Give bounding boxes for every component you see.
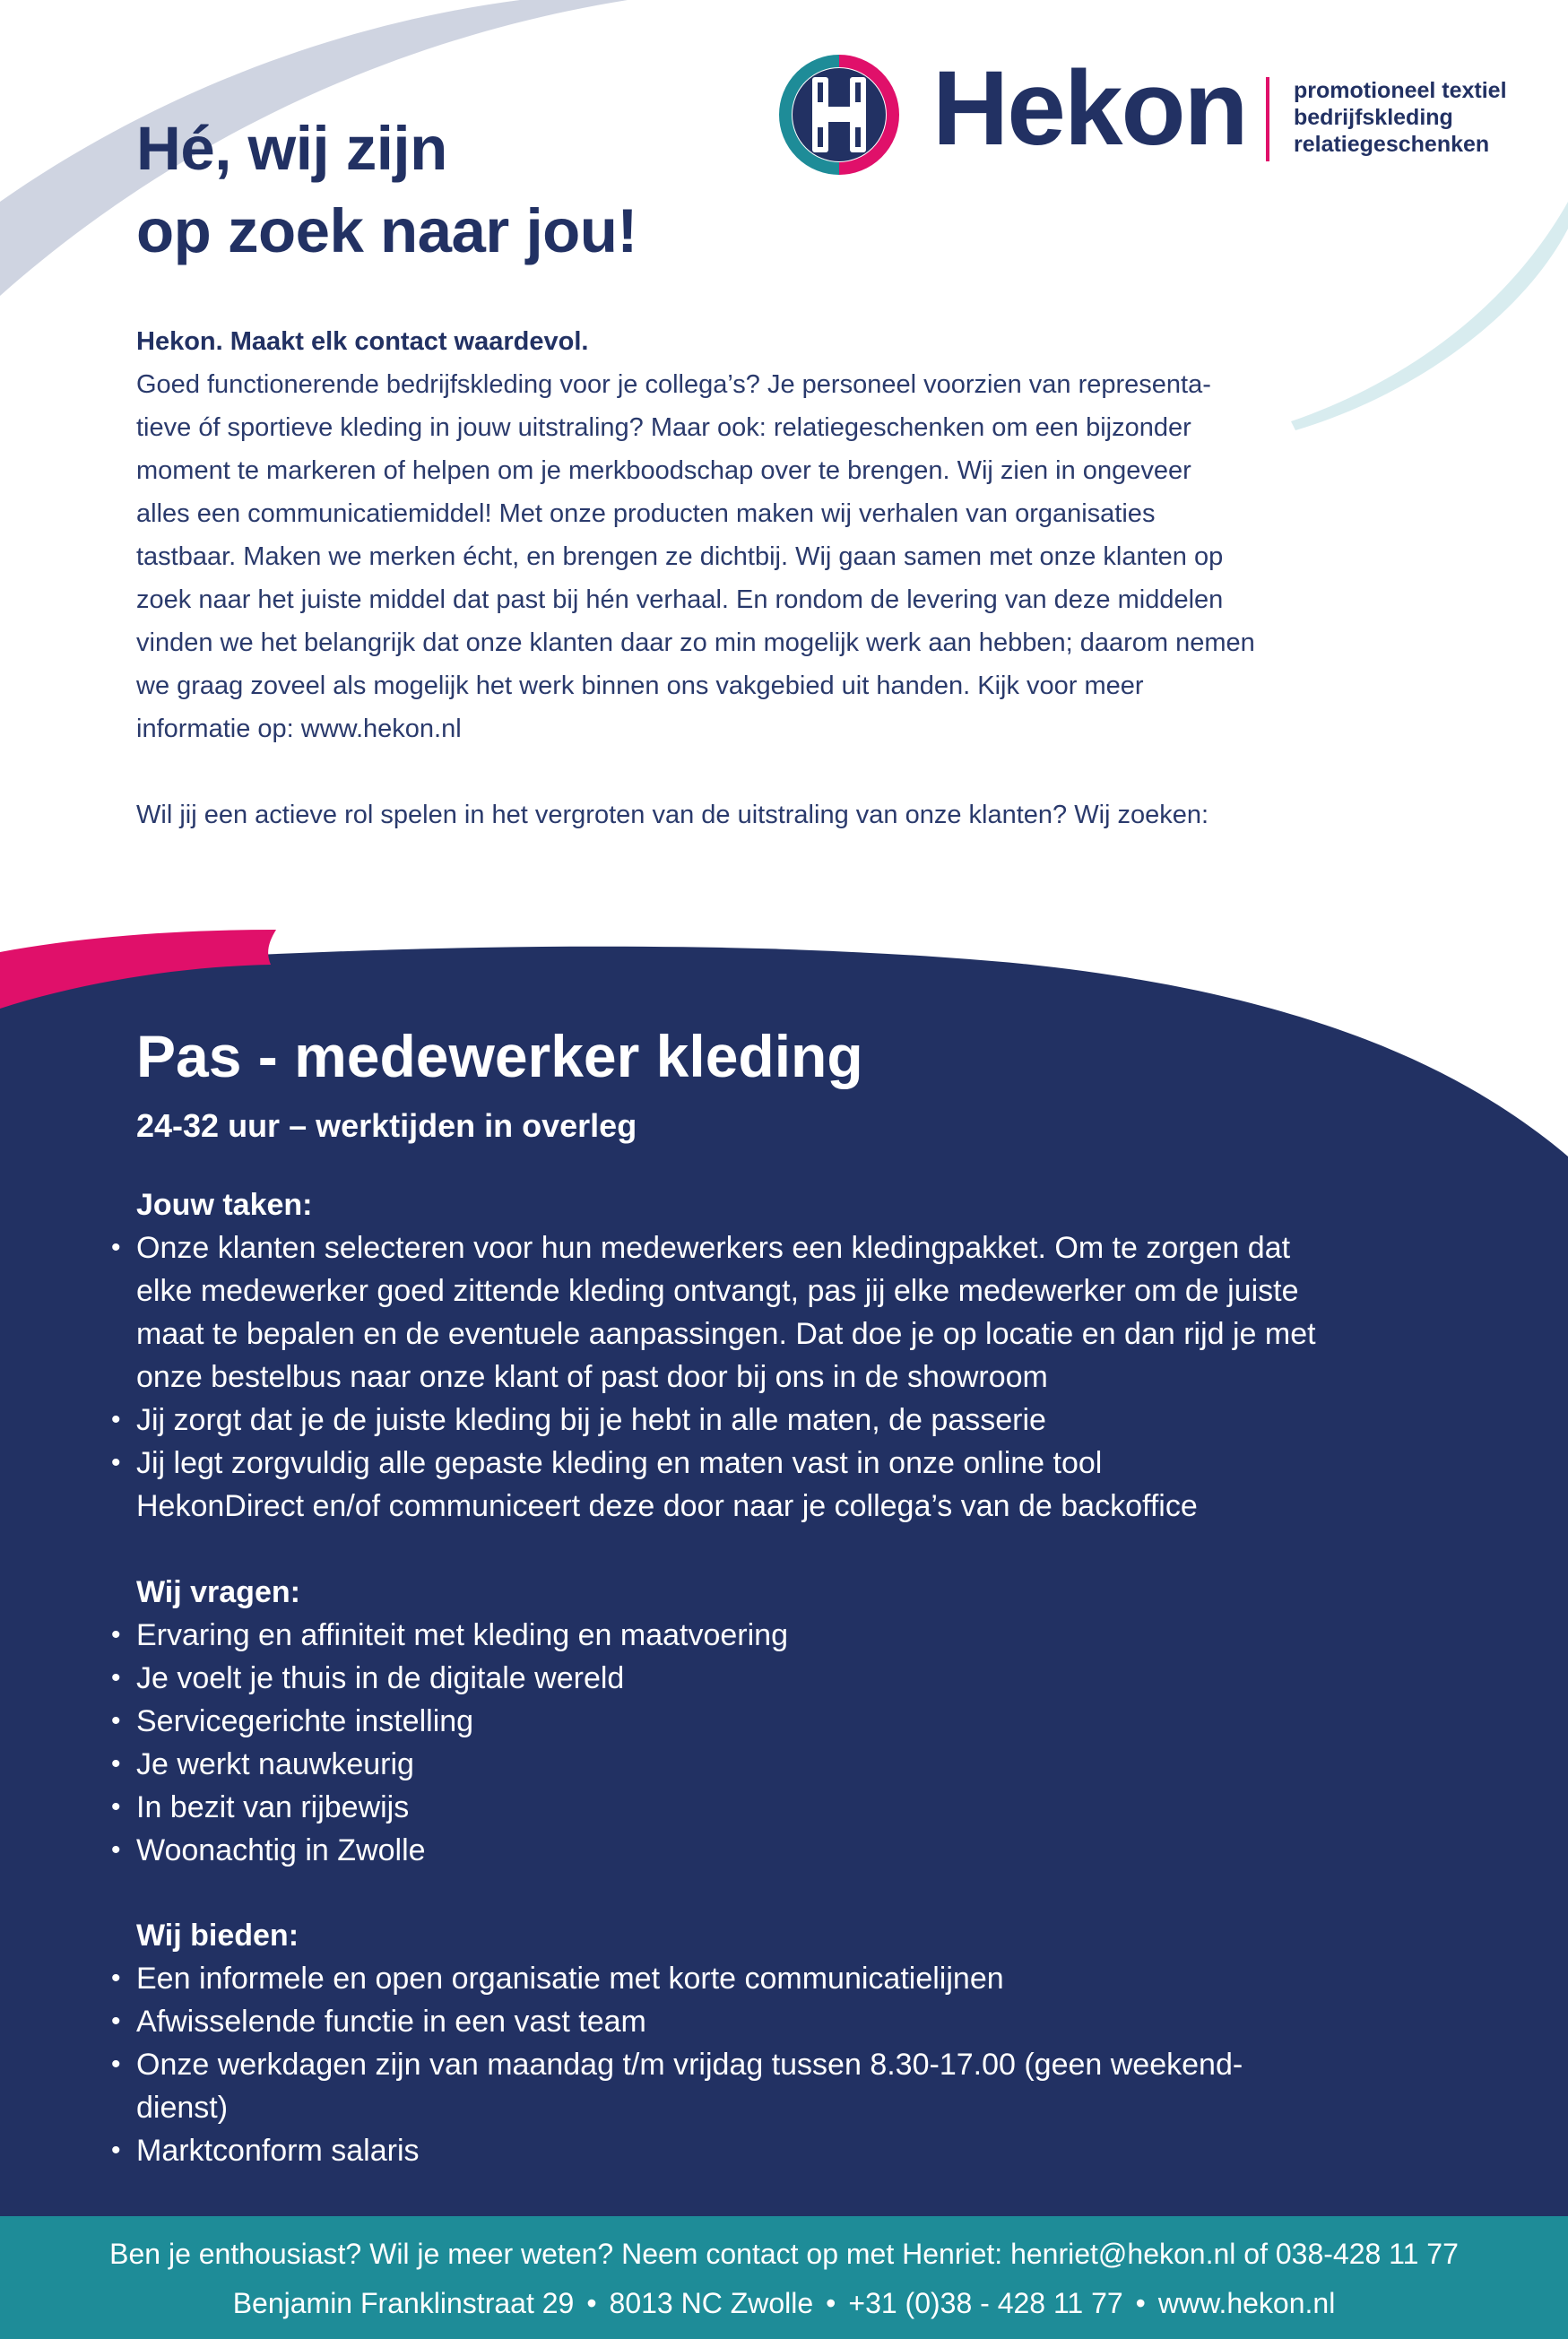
- list-item-line: Woonachtig in Zwolle: [136, 1833, 426, 1867]
- list-item-line: Onze klanten selecteren voor hun medewerkers een kledingpakket. Om te zorgen dat: [136, 1231, 1291, 1265]
- list-item-line: Je voelt je thuis in de digitale wereld: [136, 1661, 625, 1695]
- intro-call-to-action: Wil jij een actieve rol spelen in het vergroten van de uitstraling van onze klanten? Wij zoeken:: [136, 801, 1209, 829]
- bullet-icon: •: [111, 1963, 121, 1993]
- list-item-line: Marktconform salaris: [136, 2134, 420, 2168]
- list-item-line: elke medewerker goed zittende kleding ontvangt, pas jij elke medewerker om de juiste: [136, 1274, 1299, 1308]
- list-item: [111, 1957, 1481, 2000]
- list-item: [111, 2043, 1481, 2129]
- intro-line: zoek naar het juiste middel dat past bij hén verhaal. En rondom de levering van deze middelen: [136, 585, 1224, 614]
- contact-line[interactable]: Ben je enthousiast? Wil je meer weten? Neem contact op met Henriet: henriet@hekon.nl of 038-428 11 77: [109, 2238, 1459, 2270]
- list-item-line: In bezit van rijbewijs: [136, 1790, 410, 1824]
- tasks-heading: Jouw taken:: [136, 1188, 313, 1222]
- intro-line: alles een communicatiemiddel! Met onze producten maken wij verhalen van organisaties: [136, 499, 1156, 528]
- headline-line: op zoek naar jou!: [136, 196, 637, 265]
- list-item: [111, 1743, 1481, 1786]
- tasks-list: [111, 1226, 1481, 1528]
- bullet-icon: •: [111, 1620, 121, 1650]
- list-item-line: Onze werkdagen zijn van maandag t/m vrijdag tussen 8.30-17.00 (geen weekend-: [136, 2048, 1243, 2082]
- intro-line: tastbaar. Maken we merken écht, en brengen ze dichtbij. Wij gaan samen met onze klanten op: [136, 542, 1224, 571]
- website-link[interactable]: www.hekon.nl: [1157, 2287, 1336, 2319]
- intro-line-with-website-link[interactable]: informatie op: www.hekon.nl: [136, 715, 462, 743]
- offer-list: [111, 1957, 1481, 2172]
- list-item-line: Afwisselende functie in een vast team: [136, 2005, 646, 2039]
- list-item-line: maat te bepalen en de eventuele aanpassingen. Dat doe je op locatie en dan rijd je met: [136, 1317, 1316, 1351]
- requirements-section: [111, 1571, 1481, 1872]
- list-item: [111, 1786, 1481, 1829]
- list-item: [111, 1442, 1481, 1528]
- bullet-icon: •: [111, 1749, 121, 1779]
- intro-line: tieve óf sportieve kleding in jouw uitstraling? Maar ook: relatiegeschenken om een bijzonder: [136, 413, 1191, 442]
- intro-line: Goed functionerende bedrijfskleding voor je collega’s? Je personeel voorzien van representa-: [136, 370, 1211, 399]
- bullet-icon: •: [111, 1792, 121, 1822]
- separator-dot-icon: •: [1135, 2287, 1146, 2319]
- list-item-line: Ervaring en affiniteit met kleding en maatvoering: [136, 1618, 788, 1652]
- intro-line: vinden we het belangrijk dat onze klanten daar zo min mogelijk werk aan hebben; daarom nemen: [136, 628, 1255, 657]
- offer-section: [111, 1914, 1481, 2172]
- list-item-line: onze bestelbus naar onze klant of past door bij ons in de showroom: [136, 1360, 1048, 1394]
- list-item-line: HekonDirect en/of communiceert deze door naar je collega’s van de backoffice: [136, 1489, 1198, 1523]
- list-item-line: Jij legt zorgvuldig alle gepaste kleding en maten vast in onze online tool: [136, 1446, 1103, 1480]
- logo-divider: [1266, 77, 1269, 161]
- bullet-icon: •: [111, 2135, 121, 2165]
- job-hours: 24-32 uur – werktijden in overleg: [136, 1107, 637, 1144]
- list-item: [111, 2129, 1481, 2172]
- phone-number[interactable]: +31 (0)38 - 428 11 77: [848, 2287, 1123, 2319]
- intro-line: we graag zoveel als mogelijk het werk binnen ons vakgebied uit handen. Kijk voor meer: [136, 671, 1144, 700]
- list-item-line: Je werkt nauwkeurig: [136, 1747, 414, 1781]
- tagline-line: bedrijfskleding: [1294, 105, 1453, 130]
- list-item-line: Servicegerichte instelling: [136, 1704, 474, 1738]
- list-item-line: Een informele en open organisatie met korte communicatielijnen: [136, 1962, 1004, 1996]
- bullet-icon: •: [111, 1405, 121, 1434]
- intro-title: Hekon. Maakt elk contact waardevol.: [136, 327, 589, 356]
- bullet-icon: •: [111, 2006, 121, 2036]
- intro-section: [136, 320, 1454, 836]
- bullet-icon: •: [111, 1663, 121, 1693]
- list-item: [111, 1614, 1481, 1657]
- list-item: [111, 1226, 1481, 1399]
- bullet-icon: •: [111, 1448, 121, 1477]
- list-item-line: dienst): [136, 2091, 229, 2125]
- list-item: [111, 1700, 1481, 1743]
- tagline-line: promotioneel textiel: [1294, 78, 1507, 103]
- list-item: [111, 1399, 1481, 1442]
- offer-heading: Wij bieden:: [136, 1919, 299, 1953]
- tasks-section: [111, 1183, 1481, 1528]
- list-item: [111, 1829, 1481, 1872]
- tagline-line: relatiegeschenken: [1294, 132, 1490, 157]
- bullet-icon: •: [111, 1706, 121, 1736]
- hekon-logo[interactable]: [778, 49, 1549, 179]
- separator-dot-icon: •: [586, 2287, 597, 2319]
- logo-wordmark: Hekon: [932, 49, 1247, 168]
- logo-tagline: [1294, 77, 1507, 158]
- hekon-h-emblem-icon: [778, 54, 900, 176]
- list-item: [111, 2000, 1481, 2043]
- page-headline: [136, 108, 637, 273]
- requirements-list: [111, 1614, 1481, 1872]
- headline-line: Hé, wij zijn: [136, 114, 447, 183]
- intro-line: moment te markeren of helpen om je merkboodschap over te brengen. Wij zien in ongeveer: [136, 456, 1191, 485]
- separator-dot-icon: •: [826, 2287, 836, 2319]
- contact-footer: [0, 2216, 1568, 2339]
- bullet-icon: •: [111, 1233, 121, 1262]
- postal-city: 8013 NC Zwolle: [609, 2287, 814, 2319]
- list-item: [111, 1657, 1481, 1700]
- bullet-icon: •: [111, 2049, 121, 2079]
- bullet-icon: •: [111, 1835, 121, 1865]
- job-title: Pas - medewerker kleding: [136, 1023, 863, 1089]
- requirements-heading: Wij vragen:: [136, 1575, 300, 1609]
- street-address: Benjamin Franklinstraat 29: [232, 2287, 575, 2319]
- address-line: [0, 2285, 1568, 2321]
- intro-body: [136, 363, 1454, 750]
- list-item-line: Jij zorgt dat je de juiste kleding bij je hebt in alle maten, de passerie: [136, 1403, 1046, 1437]
